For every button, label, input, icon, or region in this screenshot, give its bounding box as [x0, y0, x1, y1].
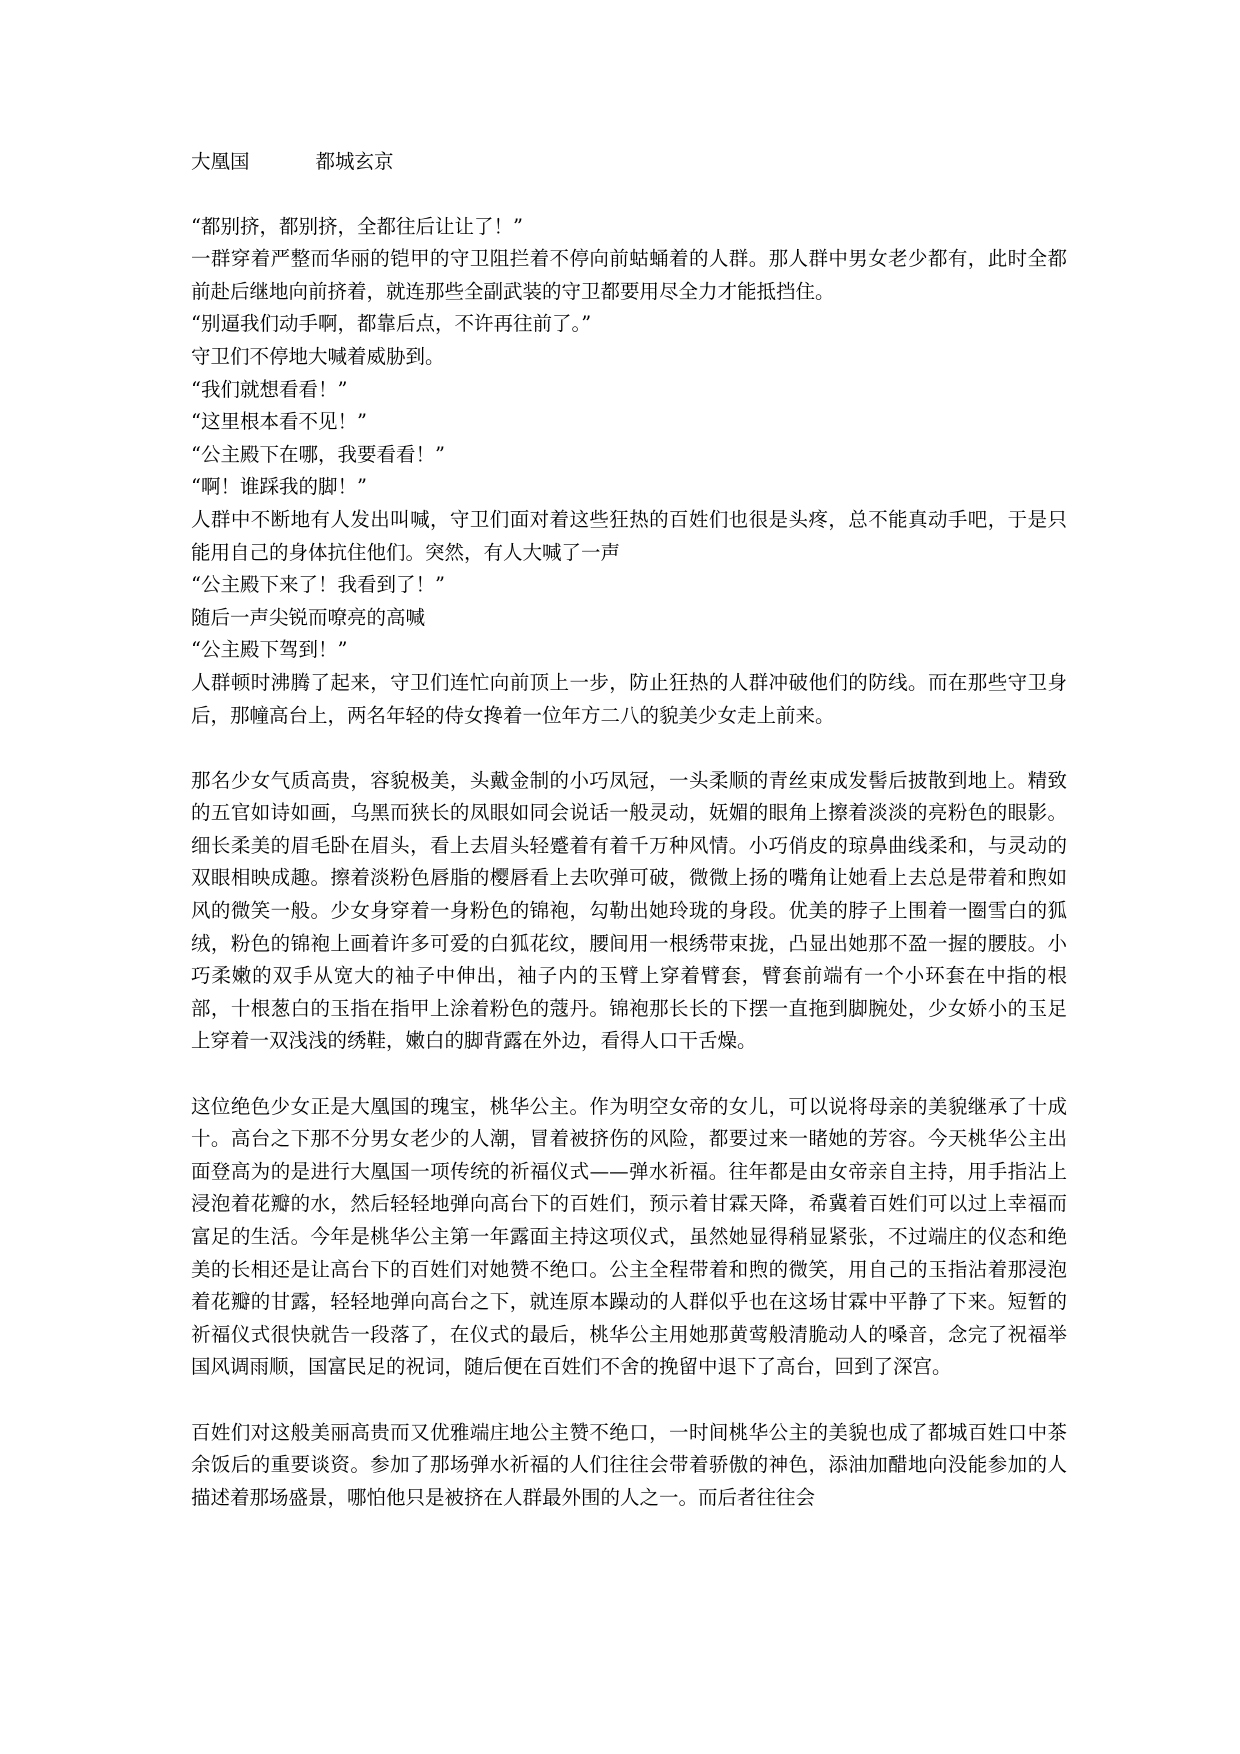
heading-country: 大凰国 [191, 150, 250, 173]
chapter-heading [191, 146, 1067, 179]
text-line: “都别挤，都别挤，全都往后让让了！” [191, 214, 523, 238]
text-line: 那名少女气质高贵，容貌极美，头戴金制的小巧凤冠，一头柔顺的青丝束成发髻后披散到地上。精致的五官如诗如画，乌黑而狭长的凤眼如同会说话一般灵动，妩媚的眼角上擦着淡淡的亮粉色的眼影。细长柔美的眉毛卧在眉头，看上去眉头轻蹙着有着千万种风情。小巧俏皮的琼鼻曲线柔和，与灵动的双眼相映成趣。擦着淡粉色唇脂的樱唇看上去吹弹可破，微微上扬的嘴角让她看上去总是带着和煦如风的微笑一般。少女身穿着一身粉色的锦袍，勾勒出她玲珑的身段。优美的脖子上围着一圈雪白的狐绒，粉色的锦袍上画着许多可爱的白狐花纹，腰间用一根绣带束拢，凸显出她那不盈一握的腰肢。小巧柔嫩的双手从宽大的袖子中伸出，袖子内的玉臂上穿着臂套，臂套前端有一个小环套在中指的根部，十根葱白的玉指在指甲上涂着粉色的蔻丹。锦袍那长长的下摆一直拖到脚腕处，少女娇小的玉足上穿着一双浅浅的绣鞋，嫩白的脚背露在外边，看得人口干舌燥。 [191, 768, 1067, 1053]
text-line: 人群顿时沸腾了起来，守卫们连忙向前顶上一步，防止狂热的人群冲破他们的防线。而在那些守卫身后，那幢高台上，两名年轻的侍女搀着一位年方二八的貌美少女走上前来。 [191, 670, 1067, 727]
text-line: 一群穿着严整而华丽的铠甲的守卫阻拦着不停向前蛄蛹着的人群。那人群中男女老少都有，此时全都前赴后继地向前挤着，就连那些全副武装的守卫都要用尽全力才能抵挡住。 [191, 247, 1067, 303]
heading-city: 都城玄京 [315, 150, 394, 173]
text-line: “公主殿下驾到！” [191, 638, 348, 662]
paragraph-4 [191, 1417, 1067, 1515]
paragraph-2 [191, 765, 1067, 1058]
text-line: 守卫们不停地大喊着威胁到。 [191, 344, 445, 368]
text-line: 百姓们对这般美丽高贵而又优雅端庄地公主赞不绝口，一时间桃华公主的美貌也成了都城百姓口中茶余饭后的重要谈资。参加了那场弹水祈福的人们往往会带着骄傲的神色，添油加醋地向没能参加的人描述着那场盛景，哪怕他只是被挤在人群最外围的人之一。而后者往往会 [191, 1420, 1067, 1509]
document-body [191, 146, 1067, 1547]
text-line: “这里根本看不见！” [191, 410, 367, 434]
paragraph-1 [191, 211, 1067, 733]
paragraph-3 [191, 1091, 1067, 1384]
text-line: “公主殿下在哪，我要看看！” [191, 442, 445, 466]
text-line: “啊！谁踩我的脚！” [191, 475, 367, 499]
text-line: “别逼我们动手啊，都靠后点，不许再往前了。” [191, 312, 592, 336]
text-line: “我们就想看看！” [191, 377, 348, 401]
text-line: 人群中不断地有人发出叫喊，守卫们面对着这些狂热的百姓们也很是头疼，总不能真动手吧，于是只能用自己的身体抗住他们。突然，有人大喊了一声 [191, 507, 1067, 564]
text-line: 这位绝色少女正是大凰国的瑰宝，桃华公主。作为明空女帝的女儿，可以说将母亲的美貌继承了十成十。高台之下那不分男女老少的人潮，冒着被挤伤的风险，都要过来一睹她的芳容。今天桃华公主出面登高为的是进行大凰国一项传统的祈福仪式——弹水祈福。往年都是由女帝亲自主持，用手指沾上浸泡着花瓣的水，然后轻轻地弹向高台下的百姓们，预示着甘霖天降，希冀着百姓们可以过上幸福而富足的生活。今年是桃华公主第一年露面主持这项仪式，虽然她显得稍显紧张，不过端庄的仪态和绝美的长相还是让高台下的百姓们对她赞不绝口。公主全程带着和煦的微笑，用自己的玉指沾着那浸泡着花瓣的甘露，轻轻地弹向高台之下，就连原本躁动的人群似乎也在这场甘霖中平静了下来。短暂的祈福仪式很快就告一段落了，在仪式的最后，桃华公主用她那黄莺般清脆动人的嗓音，念完了祝福举国风调雨顺，国富民足的祝词，随后便在百姓们不舍的挽留中退下了高台，回到了深宫。 [191, 1094, 1067, 1379]
text-line: “公主殿下来了！我看到了！” [191, 573, 445, 597]
text-line: 随后一声尖锐而嘹亮的高喊 [191, 605, 426, 629]
